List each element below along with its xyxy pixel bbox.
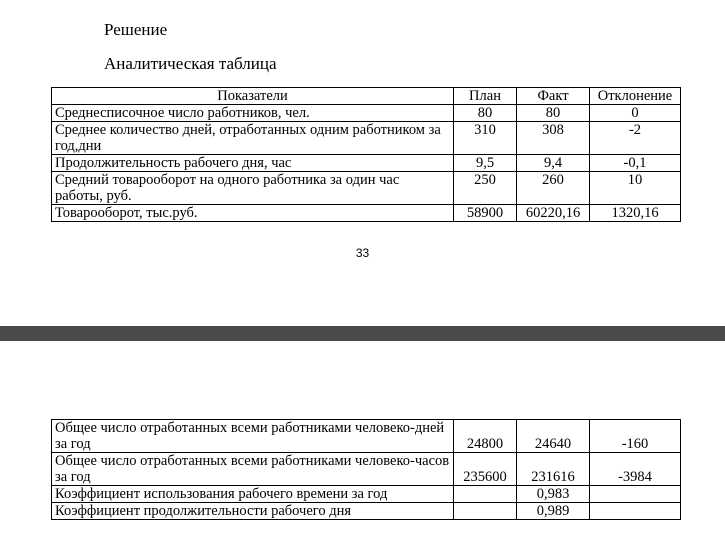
plan-value: 24800 xyxy=(454,420,517,453)
deviation-value: 0 xyxy=(590,105,681,122)
deviation-value: 1320,16 xyxy=(590,205,681,222)
fact-value: 0,983 xyxy=(517,486,590,503)
header-deviation: Отклонение xyxy=(590,88,681,105)
table-row xyxy=(52,453,681,486)
fact-value: 80 xyxy=(517,105,590,122)
row-label: Среднее количество дней, отработанных одним работником за год,дни xyxy=(52,122,454,155)
header-fact: Факт xyxy=(517,88,590,105)
row-label: Средний товарооборот на одного работника за один час работы, руб. xyxy=(52,172,454,205)
deviation-value: -3984 xyxy=(590,453,681,486)
fact-value: 0,989 xyxy=(517,503,590,520)
fact-value: 24640 xyxy=(517,420,590,453)
table-row xyxy=(52,420,681,453)
header-plan: План xyxy=(454,88,517,105)
fact-value: 231616 xyxy=(517,453,590,486)
deviation-value: 10 xyxy=(590,172,681,205)
row-label: Коэффициент продолжительности рабочего дня xyxy=(52,503,454,520)
plan-value: 80 xyxy=(454,105,517,122)
fact-value: 308 xyxy=(517,122,590,155)
deviation-value: -2 xyxy=(590,122,681,155)
fact-value: 60220,16 xyxy=(517,205,590,222)
table-row xyxy=(52,205,681,222)
table-header-row xyxy=(52,88,681,105)
table-title: Аналитическая таблица xyxy=(104,54,277,73)
analytic-table-continued xyxy=(51,419,681,520)
row-label: Общее число отработанных всеми работниками человеко-часов за год xyxy=(52,453,454,486)
page-number: 33 xyxy=(355,246,370,260)
row-label: Товарооборот, тыс.руб. xyxy=(52,205,454,222)
solution-heading: Решение xyxy=(104,20,168,39)
row-label: Коэффициент использования рабочего времени за год xyxy=(52,486,454,503)
table-row xyxy=(52,486,681,503)
header-indicators: Показатели xyxy=(52,88,454,105)
page-break-divider xyxy=(0,326,725,341)
plan-value: 58900 xyxy=(454,205,517,222)
table-row xyxy=(52,122,681,155)
fact-value: 9,4 xyxy=(517,155,590,172)
plan-value: 250 xyxy=(454,172,517,205)
row-label: Продолжительность рабочего дня, час xyxy=(52,155,454,172)
table-row xyxy=(52,155,681,172)
plan-value: 310 xyxy=(454,122,517,155)
table-row xyxy=(52,503,681,520)
table-row xyxy=(52,172,681,205)
deviation-value xyxy=(590,486,681,503)
deviation-value xyxy=(590,503,681,520)
plan-value: 9,5 xyxy=(454,155,517,172)
analytic-table xyxy=(51,87,681,222)
deviation-value: -0,1 xyxy=(590,155,681,172)
plan-value xyxy=(454,503,517,520)
row-label: Среднесписочное число работников, чел. xyxy=(52,105,454,122)
table-row xyxy=(52,105,681,122)
plan-value: 235600 xyxy=(454,453,517,486)
plan-value xyxy=(454,486,517,503)
deviation-value: -160 xyxy=(590,420,681,453)
fact-value: 260 xyxy=(517,172,590,205)
row-label: Общее число отработанных всеми работниками человеко-дней за год xyxy=(52,420,454,453)
